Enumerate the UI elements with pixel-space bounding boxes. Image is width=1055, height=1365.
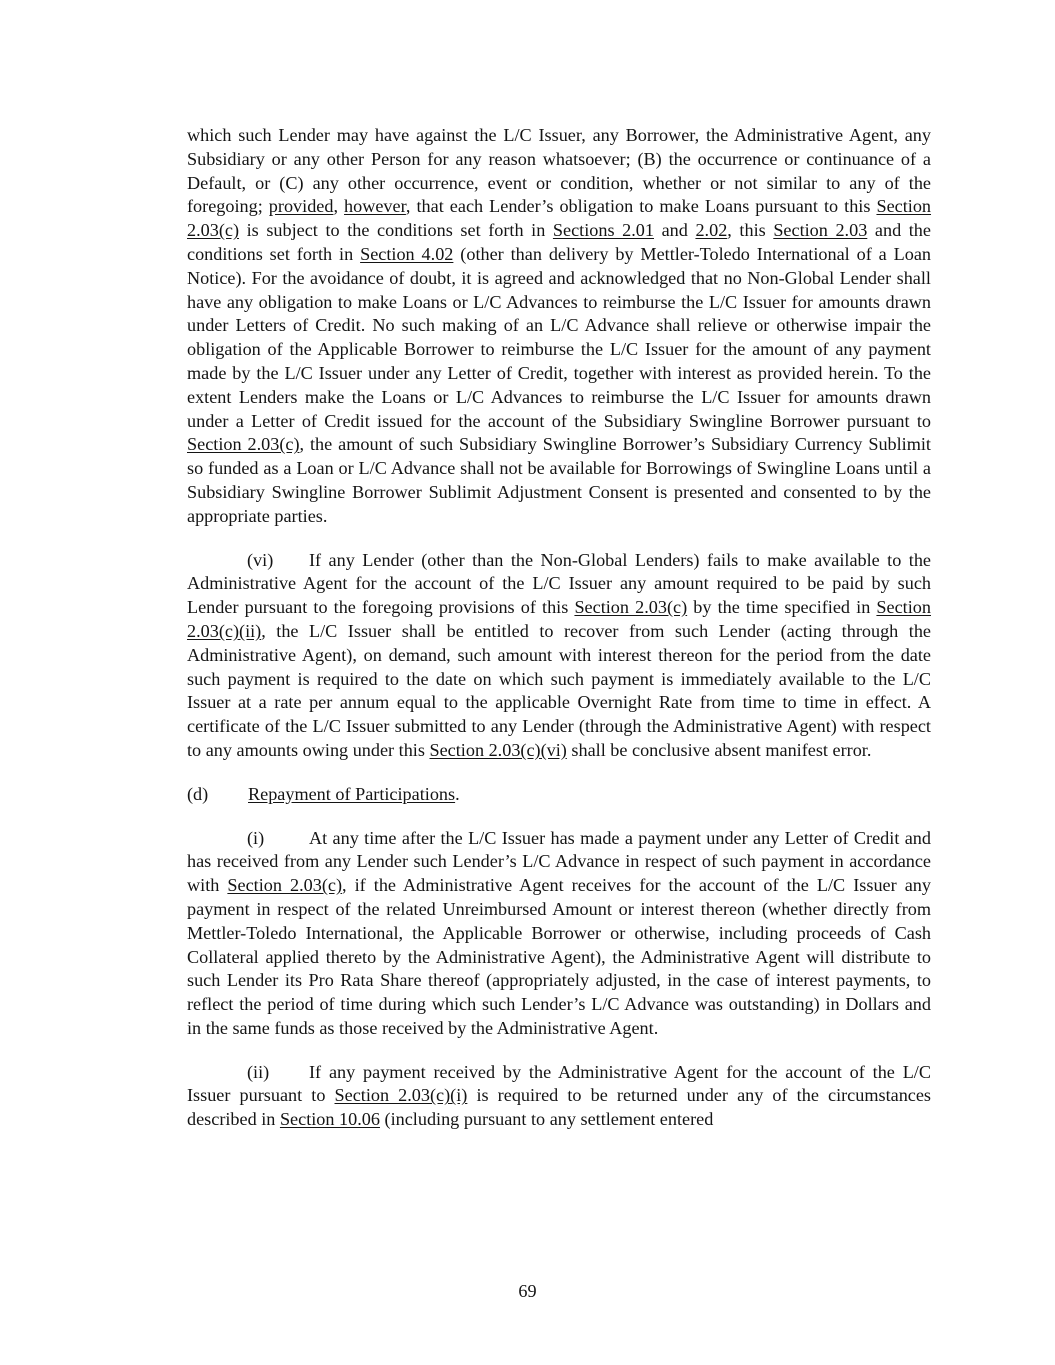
section-reference: Section 2.03(c) xyxy=(187,196,932,241)
section-reference: Sections 2.01 xyxy=(552,220,654,241)
underlined-term: however xyxy=(344,196,406,217)
paragraph-ii xyxy=(187,1061,931,1132)
section-reference: Section 2.03(c)(ii) xyxy=(187,597,931,641)
text-run: At any time after the L/C Issuer has made a payment under any Letter of Credit and has received from any Lender such Lender’s L/C Advance in respect of such payment in accordance with xyxy=(187,827,931,896)
section-reference: Section 2.03(c)(i) xyxy=(334,1085,468,1106)
text-run: , xyxy=(333,196,345,217)
text-run: is subject to the conditions set forth in xyxy=(239,220,553,241)
section-reference: Section 4.02 xyxy=(360,243,454,264)
text-run: is required to be returned under any of the circumstances described in xyxy=(187,1085,932,1130)
text-run: and the conditions set forth in xyxy=(187,220,931,264)
paragraph-vi xyxy=(187,549,931,763)
text-run: , the L/C Issuer shall be entitled to recover from such Lender (acting through the Administrative Agent), on demand, such amount with interest thereon for the period from the date such payment is required to the date on which such payment is immediately available to the L/C Issuer at a rate per annum equal to the applicable Overnight Rate from time to time in effect. A certificate of the L/C Issuer submitted to any Lender (through the Administrative Agent) with respect to any amounts owing under this xyxy=(187,620,931,760)
text-run: , this xyxy=(727,220,774,241)
text-run: , that each Lender’s obligation to make Loans pursuant to this xyxy=(405,196,877,217)
text-run: . xyxy=(455,783,460,804)
section-reference: Section 2.03(c) xyxy=(227,875,343,896)
section-reference: Section 2.03(c) xyxy=(574,597,688,618)
clause-label: (vi) xyxy=(247,549,274,570)
paragraph-continuation xyxy=(187,124,931,529)
text-run: (other than delivery by Mettler-Toledo International of a Loan Notice). For the avoidance of doubt, it is agreed and acknowledged that no Non-Global Lender shall have any obligation to make Loans or L/C Advances to reimburse the L/C Issuer for amounts drawn under Letters of Credit. No such making of an L/C Advance shall relieve or otherwise impair the obligation of the Applicable Borrower to reimburse the L/C Issuer for the amount of any payment made by the L/C Issuer under any Letter of Credit, together with interest as provided herein. To the extent Lenders make the Loans or L/C Advances to reimburse the L/C Issuer for amounts drawn under a Letter of Credit issued for the account of the Subsidiary Swingline Borrower pursuant to xyxy=(187,243,932,431)
clause-label: (d) xyxy=(187,783,209,804)
section-heading-d xyxy=(187,783,931,807)
underlined-term: provided xyxy=(268,196,334,217)
text-run: shall be conclusive absent manifest error. xyxy=(566,739,872,760)
clause-label: (i) xyxy=(247,827,265,848)
page-number: 69 xyxy=(518,1281,537,1301)
section-reference: Section 2.03 xyxy=(773,220,868,241)
text-run: If any Lender (other than the Non-Global Lenders) fails to make available to the Administrative Agent for the account of the L/C Issuer any amount required to be paid by such Lender pursuant to the foregoing provisions of this xyxy=(187,549,931,618)
text-run: (including pursuant to any settlement entered xyxy=(379,1109,714,1130)
document-body xyxy=(187,124,931,1132)
text-run: If any payment received by the Administrative Agent for the account of the L/C Issuer pursuant to xyxy=(187,1061,931,1106)
text-run: by the time specified in xyxy=(687,597,877,618)
text-run: , the amount of such Subsidiary Swingline Borrower’s Subsidiary Currency Sublimit so funded as a Loan or L/C Advance shall not be available for Borrowings of Swingline Loans until a Subsidiary Swingline Borrower Sublimit Adjustment Consent is presented and consented to by the appropriate parties. xyxy=(187,434,931,526)
text-run: which such Lender may have against the L/C Issuer, any Borrower, the Administrative Agent, any Subsidiary or any other Person for any reason whatsoever; (B) the occurrence or continuance of a Default, or (C) any other occurrence, event or condition, whether or not similar to any of the foregoing; xyxy=(187,125,931,217)
section-reference: 2.02 xyxy=(695,220,728,241)
heading-title: Repayment of Participations xyxy=(248,783,456,804)
paragraph-i xyxy=(187,827,931,1041)
text-run: , if the Administrative Agent receives for the account of the L/C Issuer any payment in respect of the related Unreimbursed Amount or interest thereon (whether directly from Mettler-Toledo International, the Applicable Borrower or otherwise, including proceeds of Cash Collateral applied thereto by the Administrative Agent), the Administrative Agent will distribute to such Lender its Pro Rata Share thereof (appropriately adjusted, in the case of interest payments, to reflect the period of time during which such Lender’s L/C Advance was outstanding) in Dollars and in the same funds as those received by the Administrative Agent. xyxy=(187,875,931,1038)
section-reference: Section 2.03(c) xyxy=(187,434,300,455)
section-reference: Section 10.06 xyxy=(279,1109,380,1130)
section-reference: Section 2.03(c)(vi) xyxy=(429,739,567,760)
clause-label: (ii) xyxy=(247,1061,270,1082)
text-run: and xyxy=(653,220,696,241)
